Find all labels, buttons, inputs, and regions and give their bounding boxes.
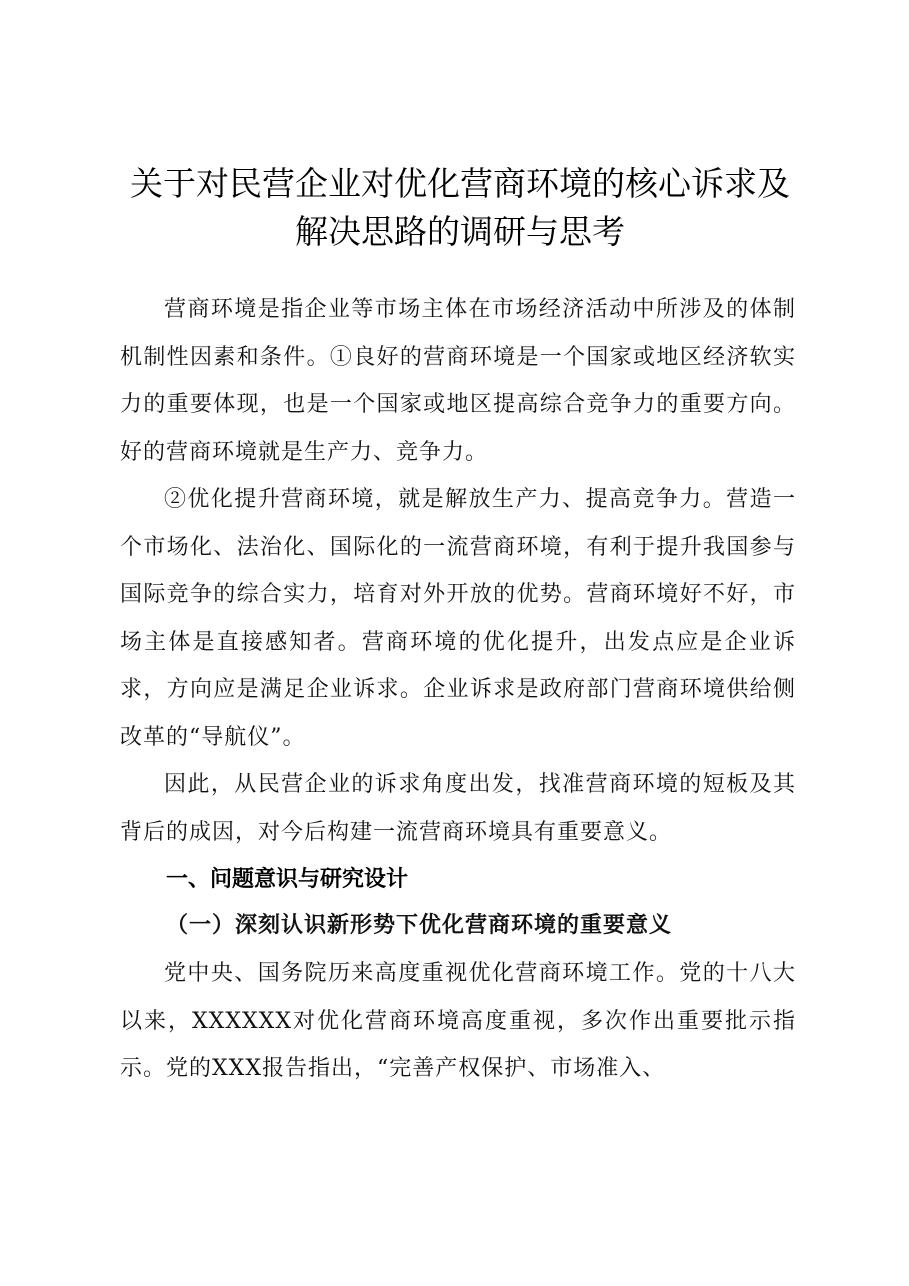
section-heading-1: 一、问题意识与研究设计: [166, 867, 409, 892]
subsection-heading-1: （一）深刻认识新形势下优化营商环境的重要意义: [166, 912, 673, 938]
document-title: [100, 160, 820, 256]
title-line-1: 关于对民营企业对优化营商环境的核心诉求及: [130, 164, 790, 203]
title-line-2: 解决思路的调研与思考: [295, 212, 625, 251]
paragraph-2: ②优化提升营商环境，就是解放生产力、提高竞争力。营造一个市场化、法治化、国际化的一流营商环境，有利于提升我国参与国际竞争的综合实力，培育对外开放的优势。营商环境好不好，市场主体是直接感知者。营商环境的优化提升，出发点应是企业诉求，方向应是满足企业诉求。企业诉求是政府部门营商环境供给侧改革的“导航仪”。: [120, 487, 796, 750]
paragraph-3: 因此，从民营企业的诉求角度出发，找准营商环境的短板及其背后的成因，对今后构建一流营商环境具有重要意义。: [120, 772, 796, 845]
paragraph-1: 营商环境是指企业等市场主体在市场经济活动中所涉及的体制机制性因素和条件。①良好的营商环境是一个国家或地区经济软实力的重要体现，也是一个国家或地区提高综合竞争力的重要方向。好的营商环境就是生产力、竞争力。: [120, 297, 796, 465]
paragraph-4: 党中央、国务院历来高度重视优化营商环境工作。党的十八大以来，XXXXXX对优化营商环境高度重视，多次作出重要批示指示。党的XXX报告指出，“完善产权保护、市场准入、: [120, 961, 796, 1081]
